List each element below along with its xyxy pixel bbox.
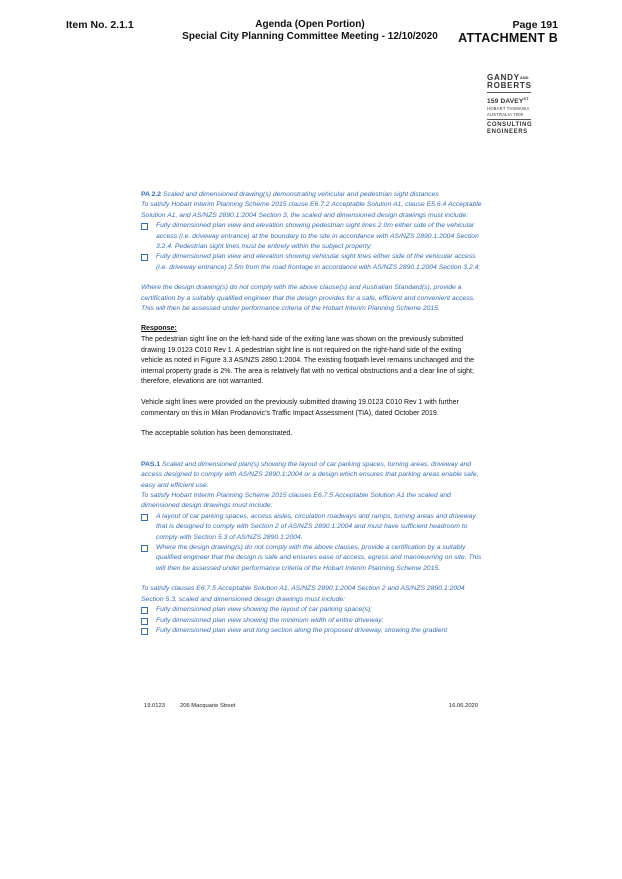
logo-divider-2 bbox=[487, 119, 531, 120]
spacer bbox=[141, 273, 483, 283]
item-number: Item No. 2.1.1 bbox=[66, 19, 134, 31]
footer-project-ref: 19.0123 bbox=[144, 703, 165, 709]
attachment-label: ATTACHMENT B bbox=[458, 31, 558, 45]
pa22-bullet-2 bbox=[141, 252, 483, 273]
pas1-bullet2-1 bbox=[141, 605, 483, 615]
page-number: Page 191 bbox=[512, 19, 558, 31]
pa22-bullet-1-text: Fully dimensioned plan view and elevation showing pedestrian sight lines 2.0m either side of the vehicular access (i.e. driveway entrance) at the boundary to the site in accordance with AS/NZS 2890.1:2004 Section 3.2.4. Pedestrian sight lines must be entirely within the subject property; bbox=[156, 222, 479, 251]
document-body bbox=[141, 190, 483, 636]
spacer bbox=[141, 450, 483, 460]
pa22-intro-text: Scaled and dimensioned drawing(s) demonstrating vehicular and pedestrian sight distances bbox=[161, 191, 439, 198]
pas1-requirement: To satisfy Hobart Interim Planning Scheme 2015 clauses E6.7.5 Acceptable Solution A1 the scaled and dimensioned design drawings must include: bbox=[141, 492, 451, 510]
pa22-section bbox=[141, 190, 483, 314]
pas1-bullet2-1-text: Fully dimensioned plan view showing the layout of car parking space(s); bbox=[156, 606, 373, 614]
logo-divider bbox=[487, 92, 531, 93]
checkbox-icon bbox=[141, 545, 148, 552]
pas1-bullet-1 bbox=[141, 512, 483, 543]
logo-street: 159 DAVEY bbox=[487, 98, 524, 106]
logo-consulting: CONSULTING bbox=[487, 122, 533, 129]
pas1-intro-text: Scaled and dimensioned plan(s) showing the layout of car parking spaces, turning areas, driveway and access designed to comply with AS/NZS 2890.1:2004 or a design which ensures that parking areas enable safe, easy and efficient use. bbox=[141, 460, 479, 489]
logo-city: HOBART TASMANIA bbox=[487, 106, 530, 112]
logo-address bbox=[487, 95, 537, 106]
logo-engineers: ENGINEERS bbox=[487, 129, 528, 136]
spacer bbox=[141, 314, 483, 324]
pas1-bullet-2 bbox=[141, 543, 483, 574]
pa22-code: PA 2.2 bbox=[141, 191, 162, 198]
pas1-bullet2-3 bbox=[141, 626, 483, 636]
pa22-requirement: To satisfy Hobart Interim Planning Scheme 2015 clause E6.7.2 Acceptable Solution A1, clause E5.6.4 Acceptable Solution A1, and AS/NZS 2890.1:2004 Section 3, the scaled and dimensioned design drawings must include: bbox=[141, 201, 482, 219]
pas1-intro bbox=[141, 460, 483, 491]
pa22-bullet-2-text: Fully dimensioned plan view and elevation showing vehicular sight lines either side of the vehicular access (i.e. driveway entrance) 2.5m from the road frontage in accordance with AS/NZS 2890.1:2004 Section 3.2.4; bbox=[156, 253, 481, 271]
pas1-bullet-1-text: A layout of car parking spaces, access aisles, circulation roadways and ramps, turning areas and driveway that is designed to comply with Section 2 of AS/NZS 2890.1:2004 and must have sufficient headroom to comply with Section 5.3 of AS/NZS 2890.1:2004. bbox=[156, 512, 476, 541]
spacer bbox=[141, 388, 483, 398]
response-paragraph-2: Vehicle sight lines were provided on the previously submitted drawing 19.0123 C010 Rev 1 with further commentary on this in Milan Prodanovic’s Traffic Impact Assessment (TIA), dated October 2019. bbox=[141, 399, 459, 417]
spacer bbox=[141, 574, 483, 584]
spacer bbox=[141, 419, 483, 429]
logo-line2: ROBERTS bbox=[487, 81, 532, 90]
logo-country: AUSTRALIA 7000 bbox=[487, 111, 524, 117]
page-header-right bbox=[458, 19, 558, 45]
pas1-bullet2-2-text: Fully dimensioned plan view showing the minimum width of entire driveway; bbox=[156, 616, 384, 624]
checkbox-icon bbox=[141, 254, 148, 261]
agenda-title: Agenda (Open Portion) bbox=[255, 19, 365, 30]
pas1-requirement-2: To satisfy clauses E6.7.5 Acceptable Solution A1, AS/NZS 2890.1:2004 Section 2 and AS/NZS 2890.1:2004 Section 5.3, scaled and dimensioned design drawings must include: bbox=[141, 585, 465, 603]
spacer bbox=[141, 440, 483, 450]
logo-street-suffix: ST bbox=[523, 96, 529, 101]
checkbox-icon bbox=[141, 607, 148, 614]
checkbox-icon bbox=[141, 223, 148, 230]
pas1-bullet2-3-text: Fully dimensioned plan view and long section along the proposed driveway, showing the gradient bbox=[156, 626, 448, 634]
pa22-intro bbox=[141, 190, 483, 200]
pas1-bullet2-2 bbox=[141, 616, 483, 626]
checkbox-icon bbox=[141, 628, 148, 635]
pa22-alternative: Where the design drawing(s) do not comply with the above clause(s) and Australian Standard(s), provide a certification by a suitably qualified engineer that the design provides for a safe, efficient and convenient access. This will then be assessed under performance criteria of the Hobart Interim Planning Scheme 2015. bbox=[141, 284, 476, 313]
footer-date: 16.06.2020 bbox=[448, 703, 478, 709]
pas1-bullet-2-text: Where the design drawing(s) do not comply with the above clauses, provide a certification by a suitably qualified engineer that the design is safe and ensures ease of access, egress and manoeuvring on site. This will then be assessed under performance criteria of the Hobart Interim Planning Scheme 2015. bbox=[156, 544, 482, 572]
checkbox-icon bbox=[141, 618, 148, 625]
logo-and: AND bbox=[519, 75, 529, 80]
logo-gandy: GANDY bbox=[487, 73, 520, 82]
company-logo bbox=[487, 74, 537, 136]
pas1-code: PAS.1 bbox=[141, 460, 161, 468]
checkbox-icon bbox=[141, 514, 148, 521]
meeting-header bbox=[150, 19, 470, 43]
response-heading: Response: bbox=[141, 325, 177, 333]
footer-address: 206 Macquarie Street bbox=[180, 703, 236, 709]
pa22-bullet-1 bbox=[141, 221, 483, 252]
meeting-title: Special City Planning Committee Meeting - 12/10/2020 bbox=[182, 31, 438, 42]
pas1-section bbox=[141, 460, 483, 637]
response-paragraph-1: The pedestrian sight line on the left-hand side of the exiting lane was shown on the previously submitted drawing 19.0123 C010 Rev 1. A pedestrian sight line is not required on the right-hand side of the exiting vehicle as noted in Figure 3.3 AS/NZS 2890.1:2004. The existing footpath level remains unchanged and the internal property grade is 2%. The area is relatively flat with no vertical obstructions and a clear line of sight; therefore, elevations are not warranted. bbox=[141, 336, 474, 386]
response-paragraph-3: The acceptable solution has been demonstrated. bbox=[141, 430, 293, 438]
